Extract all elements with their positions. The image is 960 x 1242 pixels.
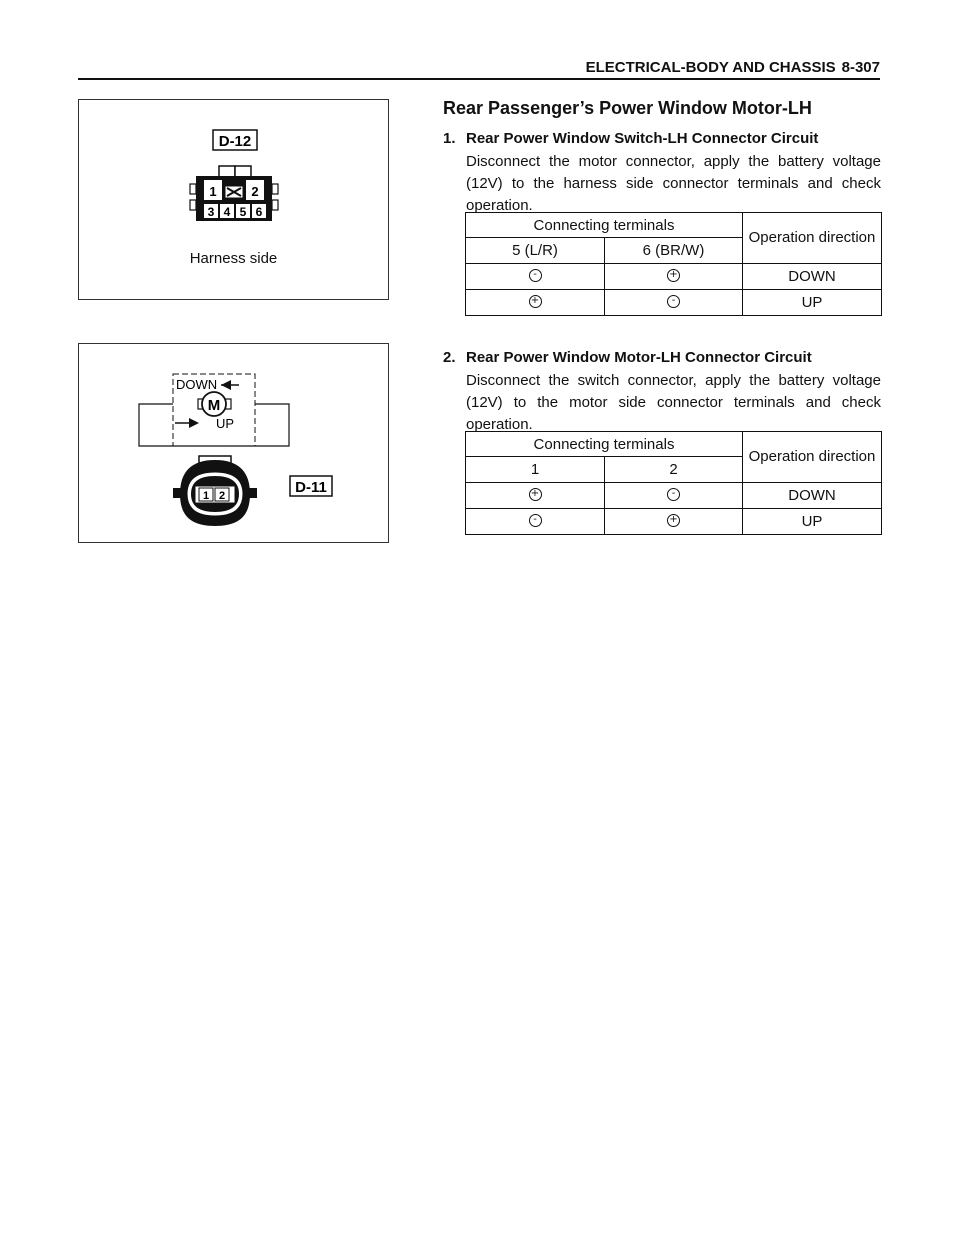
table-2-head-group: Connecting terminals <box>466 432 743 457</box>
polarity-symbol: - <box>667 295 680 308</box>
down-direction-label: DOWN <box>176 377 218 392</box>
d12-pin-4: 4 <box>223 205 231 219</box>
table-1-head-group: Connecting terminals <box>466 213 743 238</box>
d11-motor-drawing <box>79 344 390 544</box>
polarity-symbol: - <box>667 488 680 501</box>
polarity-symbol: + <box>529 295 542 308</box>
page-number: 8-307 <box>841 59 880 76</box>
table-2-col2: 2 <box>605 457 743 483</box>
step-2 <box>443 348 881 436</box>
step-1-body: Disconnect the motor connector, apply the battery voltage (12V) to the harness side connector terminals and check operation. <box>466 153 881 214</box>
d11-id-label: D-11 <box>295 479 327 496</box>
operation-value: UP <box>743 290 882 316</box>
polarity-symbol: + <box>529 488 542 501</box>
d11-pin-2: 2 <box>218 490 226 502</box>
d12-connector-drawing <box>79 100 390 301</box>
table-2-col1: 1 <box>466 457 605 483</box>
down-arrow-icon <box>221 380 231 390</box>
step-2-heading <box>443 348 881 367</box>
operation-value: DOWN <box>743 264 882 290</box>
step-2-body: Disconnect the switch connector, apply the battery voltage (12V) to the motor side connector terminals and check operation. <box>466 372 881 433</box>
table-row <box>466 264 882 290</box>
step-1 <box>443 129 881 217</box>
d12-pin-3: 3 <box>207 205 215 219</box>
harness-side-caption: Harness side <box>189 250 278 267</box>
section-title: Rear Passenger’s Power Window Motor-LH <box>443 98 812 118</box>
table-row <box>466 483 882 509</box>
table-row <box>466 290 882 316</box>
d12-pin-1: 1 <box>209 184 217 199</box>
polarity-symbol: + <box>667 514 680 527</box>
operation-value: DOWN <box>743 483 882 509</box>
operation-value: UP <box>743 509 882 535</box>
d12-pin-5: 5 <box>239 205 247 219</box>
step-2-title: Rear Power Window Motor-LH Connector Circuit <box>466 349 812 366</box>
d12-id-label: D-12 <box>218 133 252 150</box>
polarity-symbol: - <box>529 514 542 527</box>
step-2-terminal-table <box>465 431 882 535</box>
step-1-heading <box>443 129 881 148</box>
d11-pin-1: 1 <box>202 490 210 502</box>
table-row <box>466 509 882 535</box>
step-2-number: 2. <box>443 349 456 366</box>
figure-d12-connector <box>78 99 389 300</box>
header-title: ELECTRICAL-BODY AND CHASSIS <box>585 59 836 76</box>
figure-d11-motor <box>78 343 389 543</box>
page-header <box>78 60 880 80</box>
table-1-head-op: Operation direction <box>743 213 882 264</box>
step-1-number: 1. <box>443 130 456 147</box>
table-1-col2: 6 (BR/W) <box>605 238 743 264</box>
d12-pin-2: 2 <box>251 184 259 199</box>
step-1-terminal-table <box>465 212 882 316</box>
d12-pin-6: 6 <box>255 205 263 219</box>
polarity-symbol: + <box>667 269 680 282</box>
table-1-col1: 5 (L/R) <box>466 238 605 264</box>
up-direction-label: UP <box>216 416 235 431</box>
motor-label: M <box>207 397 221 414</box>
polarity-symbol: - <box>529 269 542 282</box>
up-arrow-icon <box>189 418 199 428</box>
table-2-head-op: Operation direction <box>743 432 882 483</box>
step-1-title: Rear Power Window Switch-LH Connector Circuit <box>466 130 819 147</box>
